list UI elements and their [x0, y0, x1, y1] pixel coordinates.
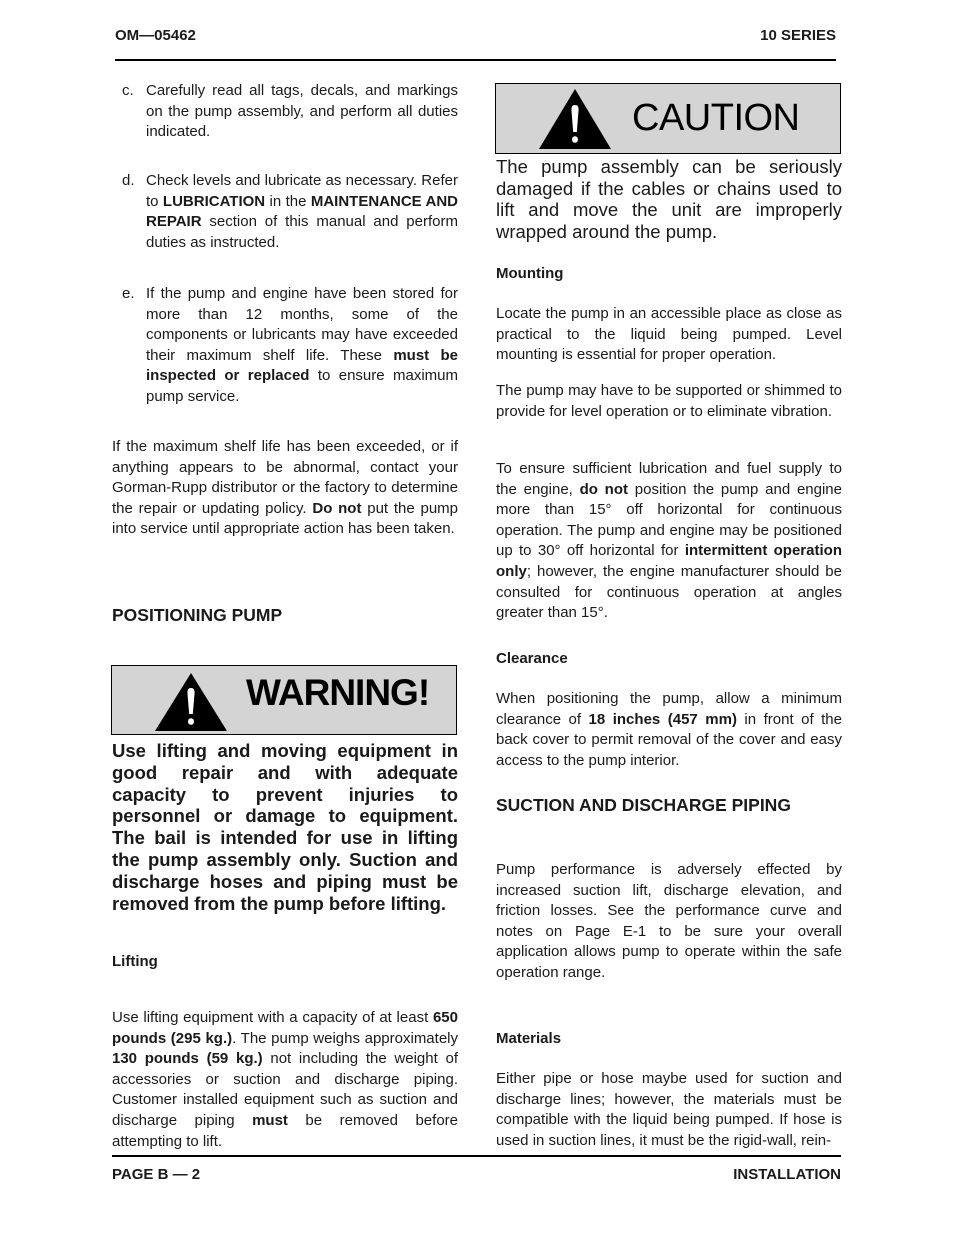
text-run: in front of the back cover to permit removal of the cover and easy access to the pump interior.: [496, 710, 842, 769]
text-run: ; however, the engine manufacturer should be consulted for continuous operation at angles greater than 15°.: [496, 562, 842, 622]
suction-discharge-heading: SUCTION AND DISCHARGE PIPING: [496, 795, 791, 815]
list-text: Carefully read all tags, decals, and markings on the pump assembly, and perform all duties indicated.: [146, 82, 458, 141]
text-run: be removed before attempting to lift.: [112, 1111, 458, 1150]
text-run: Use lifting equipment with a capacity of at least: [112, 1009, 433, 1026]
lifting-paragraph: [112, 1008, 458, 1152]
list-item-c: [122, 81, 458, 143]
mounting-heading: Mounting: [496, 265, 564, 282]
bold-run: 650 pounds (295 kg.): [112, 1009, 458, 1047]
mounting-paragraph-2: The pump may have to be supported or shimmed to provide for level operation or to eliminate vibration.: [496, 382, 842, 420]
text-run: When positioning the pump, allow a minimum clearance of: [496, 690, 842, 728]
bold-run: Do not: [312, 499, 362, 517]
caution-box: [495, 83, 841, 154]
bold-run: must be inspected or replaced: [146, 346, 458, 385]
section-label: INSTALLATION: [733, 1166, 841, 1183]
bold-run: 130 pounds (59 kg.): [112, 1050, 263, 1068]
list-item-e: [122, 284, 458, 408]
shelf-life-paragraph: [112, 437, 458, 540]
mounting-paragraph-3: [496, 459, 842, 624]
warning-box: [111, 665, 457, 735]
bold-run: MAINTENANCE AND REPAIR: [146, 192, 458, 231]
list-item-d: [122, 171, 458, 253]
text-run: not including the weight of accessories or suction and discharge piping. Customer installed equipment such as suction and discharge piping: [112, 1050, 458, 1129]
bold-run: must: [252, 1111, 288, 1129]
bold-run: LUBRICATION: [162, 192, 266, 210]
document-id: OM—05462: [115, 27, 196, 44]
lifting-heading: Lifting: [112, 953, 158, 970]
page-number: PAGE B — 2: [112, 1166, 201, 1183]
bold-run: do not: [579, 480, 629, 498]
text-run: If the pump and engine have been stored for more than 12 months, some of the components or lubricants may have exceeded their maximum shelf life. These: [146, 285, 458, 364]
header-rule: [115, 59, 836, 61]
text-run: If the maximum shelf life has been exceeded, or if anything appears to be abnormal, contact your Gorman-Rupp distributor or the factory to determine the repair or updating policy.: [112, 438, 458, 517]
clearance-heading: Clearance: [496, 650, 568, 667]
list-label: d.: [122, 172, 135, 189]
text-run: in the: [265, 192, 311, 210]
text-run: To ensure sufficient lubrication and fuel supply to the engine,: [496, 460, 842, 498]
text-run: put the pump into service until appropriate action has been taken.: [112, 499, 458, 538]
caution-text: The pump assembly can be seriously damaged if the cables or chains used to lift and move the unit are improperly wrapped around the pump.: [496, 156, 842, 242]
text-run: to ensure maximum pump service.: [146, 367, 458, 405]
bold-run: intermittent operation only: [496, 542, 842, 580]
caution-triangle-icon: [538, 88, 612, 150]
warning-triangle-icon: [154, 672, 228, 732]
suction-paragraph: Pump performance is adversely effected by increased suction lift, discharge elevation, and friction losses. See the performance curve and notes on Page E-1 to be sure your overall application allows pump to operate within the safe operation range.: [496, 861, 842, 981]
warning-title: WARNING!: [246, 672, 430, 713]
mounting-paragraph-1: Locate the pump in an accessible place as close as practical to the liquid being pumped. Level mounting is essential for proper operation.: [496, 305, 842, 364]
positioning-pump-heading: POSITIONING PUMP: [112, 605, 283, 625]
materials-heading: Materials: [496, 1030, 562, 1047]
warning-text: Use lifting and moving equipment in good repair and with adequate capacity to prevent injuries to personnel or damage to equipment. The bail is intended for use in lifting the pump assembly only. Suction and discharge hoses and piping must be removed from the pump before lifting.: [112, 740, 458, 914]
clearance-paragraph: [496, 689, 842, 771]
text-run: position the pump and engine more than 15° off horizontal for continuous operation. The pump and engine may be positioned up to 30° off horizontal for: [496, 480, 842, 560]
list-label: e.: [122, 285, 135, 302]
caution-title: CAUTION: [632, 97, 800, 139]
text-run: . The pump weighs approximately: [232, 1029, 458, 1047]
materials-paragraph: Either pipe or hose maybe used for suction and discharge lines; however, the materials must be compatible with the liquid being pumped. If hose is used in suction lines, it must be the rigid-wall, rein-: [496, 1070, 842, 1149]
bold-run: 18 inches (457 mm): [588, 710, 737, 728]
text-run: section of this manual and perform duties as instructed.: [146, 213, 458, 251]
list-label: c.: [122, 82, 134, 99]
series-label: 10 SERIES: [760, 27, 836, 44]
text-run: Check levels and lubricate as necessary. Refer to: [146, 172, 458, 210]
footer-rule: [112, 1155, 841, 1157]
